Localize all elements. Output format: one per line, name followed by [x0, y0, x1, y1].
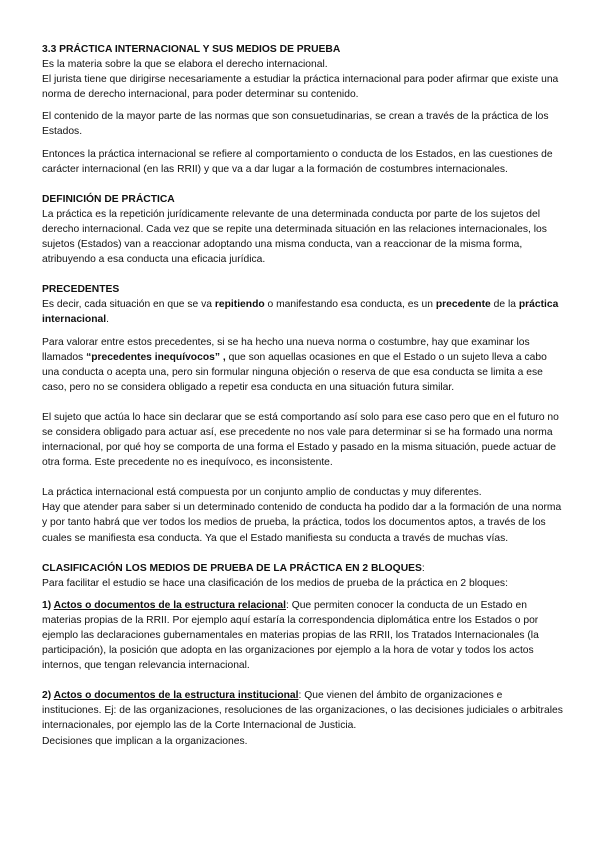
paragraph: La práctica es la repetición jurídicamente relevante de una determinada conducta por parte de los sujetos del derecho internacional. Cada vez que se repite una determinada situación en las relaciones internacionales, los sujetos (Estados) van a reaccionar adoptando una misma conducta, van a reaccionar de la misma forma, atribuyendo a esa conducta una eficacia jurídica.: [42, 208, 547, 266]
bold-term: precedente: [435, 299, 491, 311]
paragraph: Hay que atender para saber si un determinado contenido de conducta ha podido dar a la formación de una norma y por tanto habrá que ver todos los medios de prueba, la práctica, todos los documentos aptos, a través de los cuales se manifiesta esa conducta. Ya que el Estado manifiesta su conducta a través de muchas vías.: [42, 502, 562, 544]
list-item: 1) Actos o documentos de la estructura relacional: Que permiten conocer la conducta de un Estado en materias propias de la RRII. Por ejemplo aquí estaría la correspondencia diplomática entre los Estados o por ejemplo las declaraciones gubernamentales en materias propias de las RRII, los Tratados Internacionales (la participación), la posición que adopta en las organizaciones por ejemplo a la hora de votar y todos los actos internos, que tengan relevancia internacional.: [42, 599, 539, 672]
document-page: [42, 42, 564, 749]
bold-term: repitiendo: [214, 299, 265, 311]
paragraph: Es la materia sobre la que se elabora el derecho internacional.: [42, 59, 328, 71]
paragraph: El sujeto que actúa lo hace sin declarar que se está comportando así solo para ese caso pero que en el futuro no se considera obligado para actuar así, ese precedente no nos vale para determinar si se ha formado una norma internacional, por qué hoy se comporta de una forma el Estado y pasado en la misma situación, puede actuar de otra forma. Este precedente no es inequívoco, es inconsistente.: [42, 411, 559, 469]
bold-term: “precedentes inequívocos” ,: [86, 351, 226, 363]
section-title: 3.3 PRÁCTICA INTERNACIONAL Y SUS MEDIOS DE PRUEBA: [42, 44, 341, 55]
clasificacion-title: CLASIFICACIÓN LOS MEDIOS DE PRUEBA DE LA PRÁCTICA EN 2 BLOQUES:: [42, 562, 425, 574]
definition-title: DEFINICIÓN DE PRÁCTICA: [42, 193, 175, 205]
paragraph: La práctica internacional está compuesta por un conjunto amplio de conductas y muy diferentes.: [42, 487, 482, 499]
list-item: 2) Actos o documentos de la estructura institucional: Que vienen del ámbito de organizaciones e instituciones. Ej: de las organizaciones, resoluciones de las organizaciones, o las decisiones judiciales o arbitrales internacionales, por ejemplo las de la Corte Internacional de Justicia.: [42, 690, 563, 732]
paragraph: Decisiones que implican a la organizaciones.: [42, 735, 248, 747]
precedentes-title: PRECEDENTES: [42, 284, 120, 296]
paragraph: Entonces la práctica internacional se refiere al comportamiento o conducta de los Estados, en las cuestiones de carácter internacional (en las RRII) y que va a dar lugar a la formación de costumbres internacionales.: [42, 148, 553, 175]
paragraph: El contenido de la mayor parte de las normas que son consuetudinarias, se crean a través de la práctica de los Estados.: [42, 111, 549, 138]
underlined-term: Actos o documentos de la estructura relacional: [53, 599, 286, 611]
paragraph: Para valorar entre estos precedentes, si se ha hecho una nueva norma o costumbre, hay que examinar los llamados “precedentes inequívocos” , que son aquellas ocasiones en que el Estado o un sujeto lleva a cabo una conducta o acepta una, pero sin formular ninguna objeción o reserva de que esa conducta se limita a ese caso, pero no se considera obligado a repetir esa conducta en una situación futura similar.: [42, 336, 547, 393]
paragraph: El jurista tiene que dirigirse necesariamente a estudiar la práctica internacional para poder afirmar que existe una norma de derecho internacional, para poder determinar su contenido.: [42, 74, 559, 101]
paragraph: Para facilitar el estudio se hace una clasificación de los medios de prueba de la práctica en 2 bloques:: [42, 577, 508, 589]
paragraph: Es decir, cada situación en que se va repitiendo o manifestando esa conducta, es un precedente de la práctica internacional.: [42, 299, 559, 326]
underlined-term: Actos o documentos de la estructura institucional: [53, 690, 299, 702]
bold-term: práctica internacional: [42, 299, 559, 326]
